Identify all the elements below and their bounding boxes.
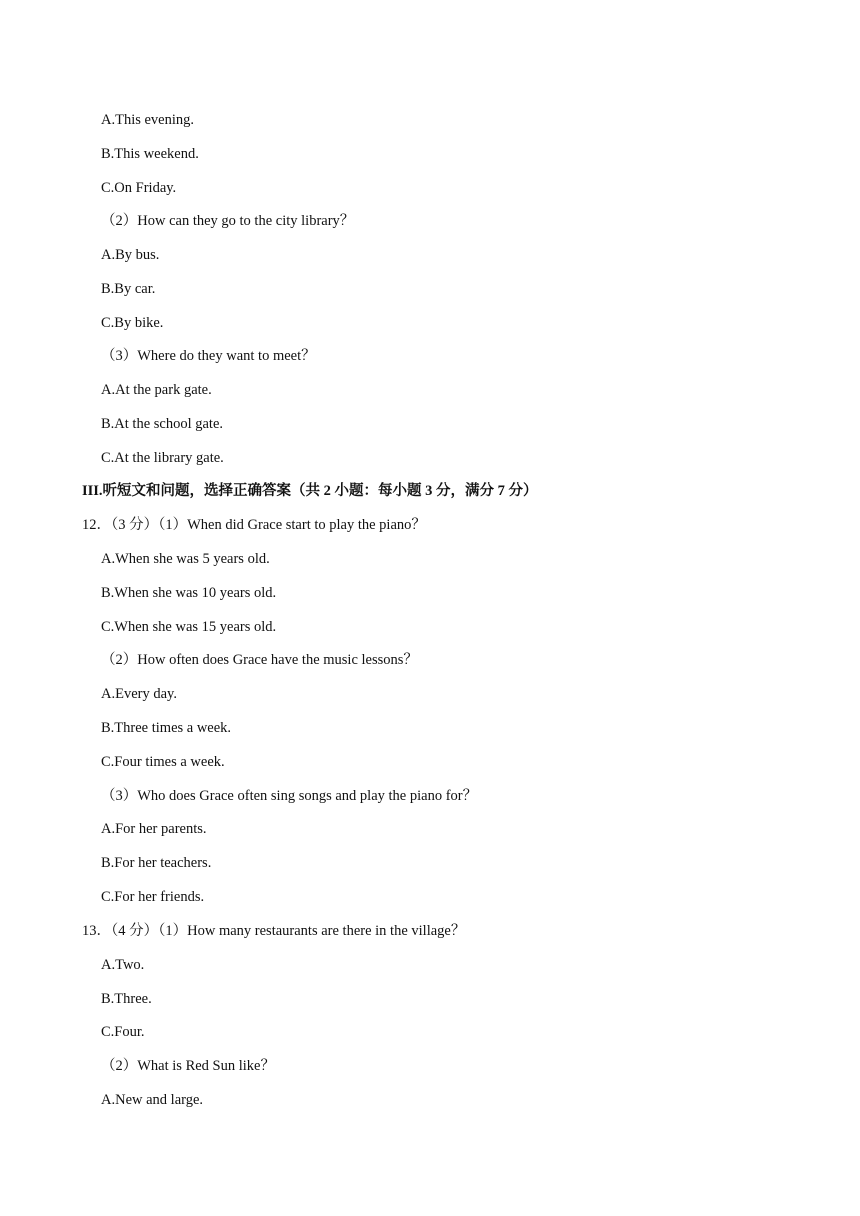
- option-b-school-gate: B.At the school gate.: [101, 416, 224, 432]
- question-13-2: （2）What is Red Sun like？: [101, 1058, 275, 1074]
- option-a-every-day: A.Every day.: [101, 686, 177, 702]
- option-c-by-bike: C.By bike.: [101, 315, 164, 331]
- option-a-two: A.Two.: [101, 957, 145, 973]
- option-a-this-evening: A.This evening.: [101, 112, 195, 128]
- option-b-teachers: B.For her teachers.: [101, 855, 212, 871]
- option-a-by-bus: A.By bus.: [101, 247, 160, 263]
- option-b-by-car: B.By car.: [101, 281, 156, 297]
- section-heading-iii: III.听短文和问题，选择正确答案（共 2 小题：每小题 3 分，满分 7 分）: [82, 483, 538, 499]
- option-c-friends: C.For her friends.: [101, 889, 205, 905]
- option-a-park-gate: A.At the park gate.: [101, 382, 212, 398]
- question-13-1: 13．（4 分）（1）How many restaurants are there in the village？: [82, 923, 466, 939]
- question-11-3: （3）Where do they want to meet？: [101, 348, 316, 364]
- question-12-1: 12．（3 分）（1）When did Grace start to play the piano？: [82, 517, 426, 533]
- option-b-three-times: B.Three times a week.: [101, 720, 232, 736]
- option-a-5-years: A.When she was 5 years old.: [101, 551, 270, 567]
- option-a-new-and-large: A.New and large.: [101, 1092, 204, 1108]
- option-c-four-times: C.Four times a week.: [101, 754, 225, 770]
- question-11-2: （2）How can they go to the city library？: [101, 213, 355, 229]
- option-a-parents: A.For her parents.: [101, 821, 207, 837]
- option-c-four: C.Four.: [101, 1024, 145, 1040]
- option-c-on-friday: C.On Friday.: [101, 180, 177, 196]
- option-b-10-years: B.When she was 10 years old.: [101, 585, 277, 601]
- option-b-three: B.Three.: [101, 991, 152, 1007]
- option-c-15-years: C.When she was 15 years old.: [101, 619, 277, 635]
- option-c-library-gate: C.At the library gate.: [101, 450, 224, 466]
- option-b-this-weekend: B.This weekend.: [101, 146, 199, 162]
- question-12-3: （3）Who does Grace often sing songs and play the piano for？: [101, 788, 478, 804]
- question-12-2: （2）How often does Grace have the music lessons？: [101, 652, 418, 668]
